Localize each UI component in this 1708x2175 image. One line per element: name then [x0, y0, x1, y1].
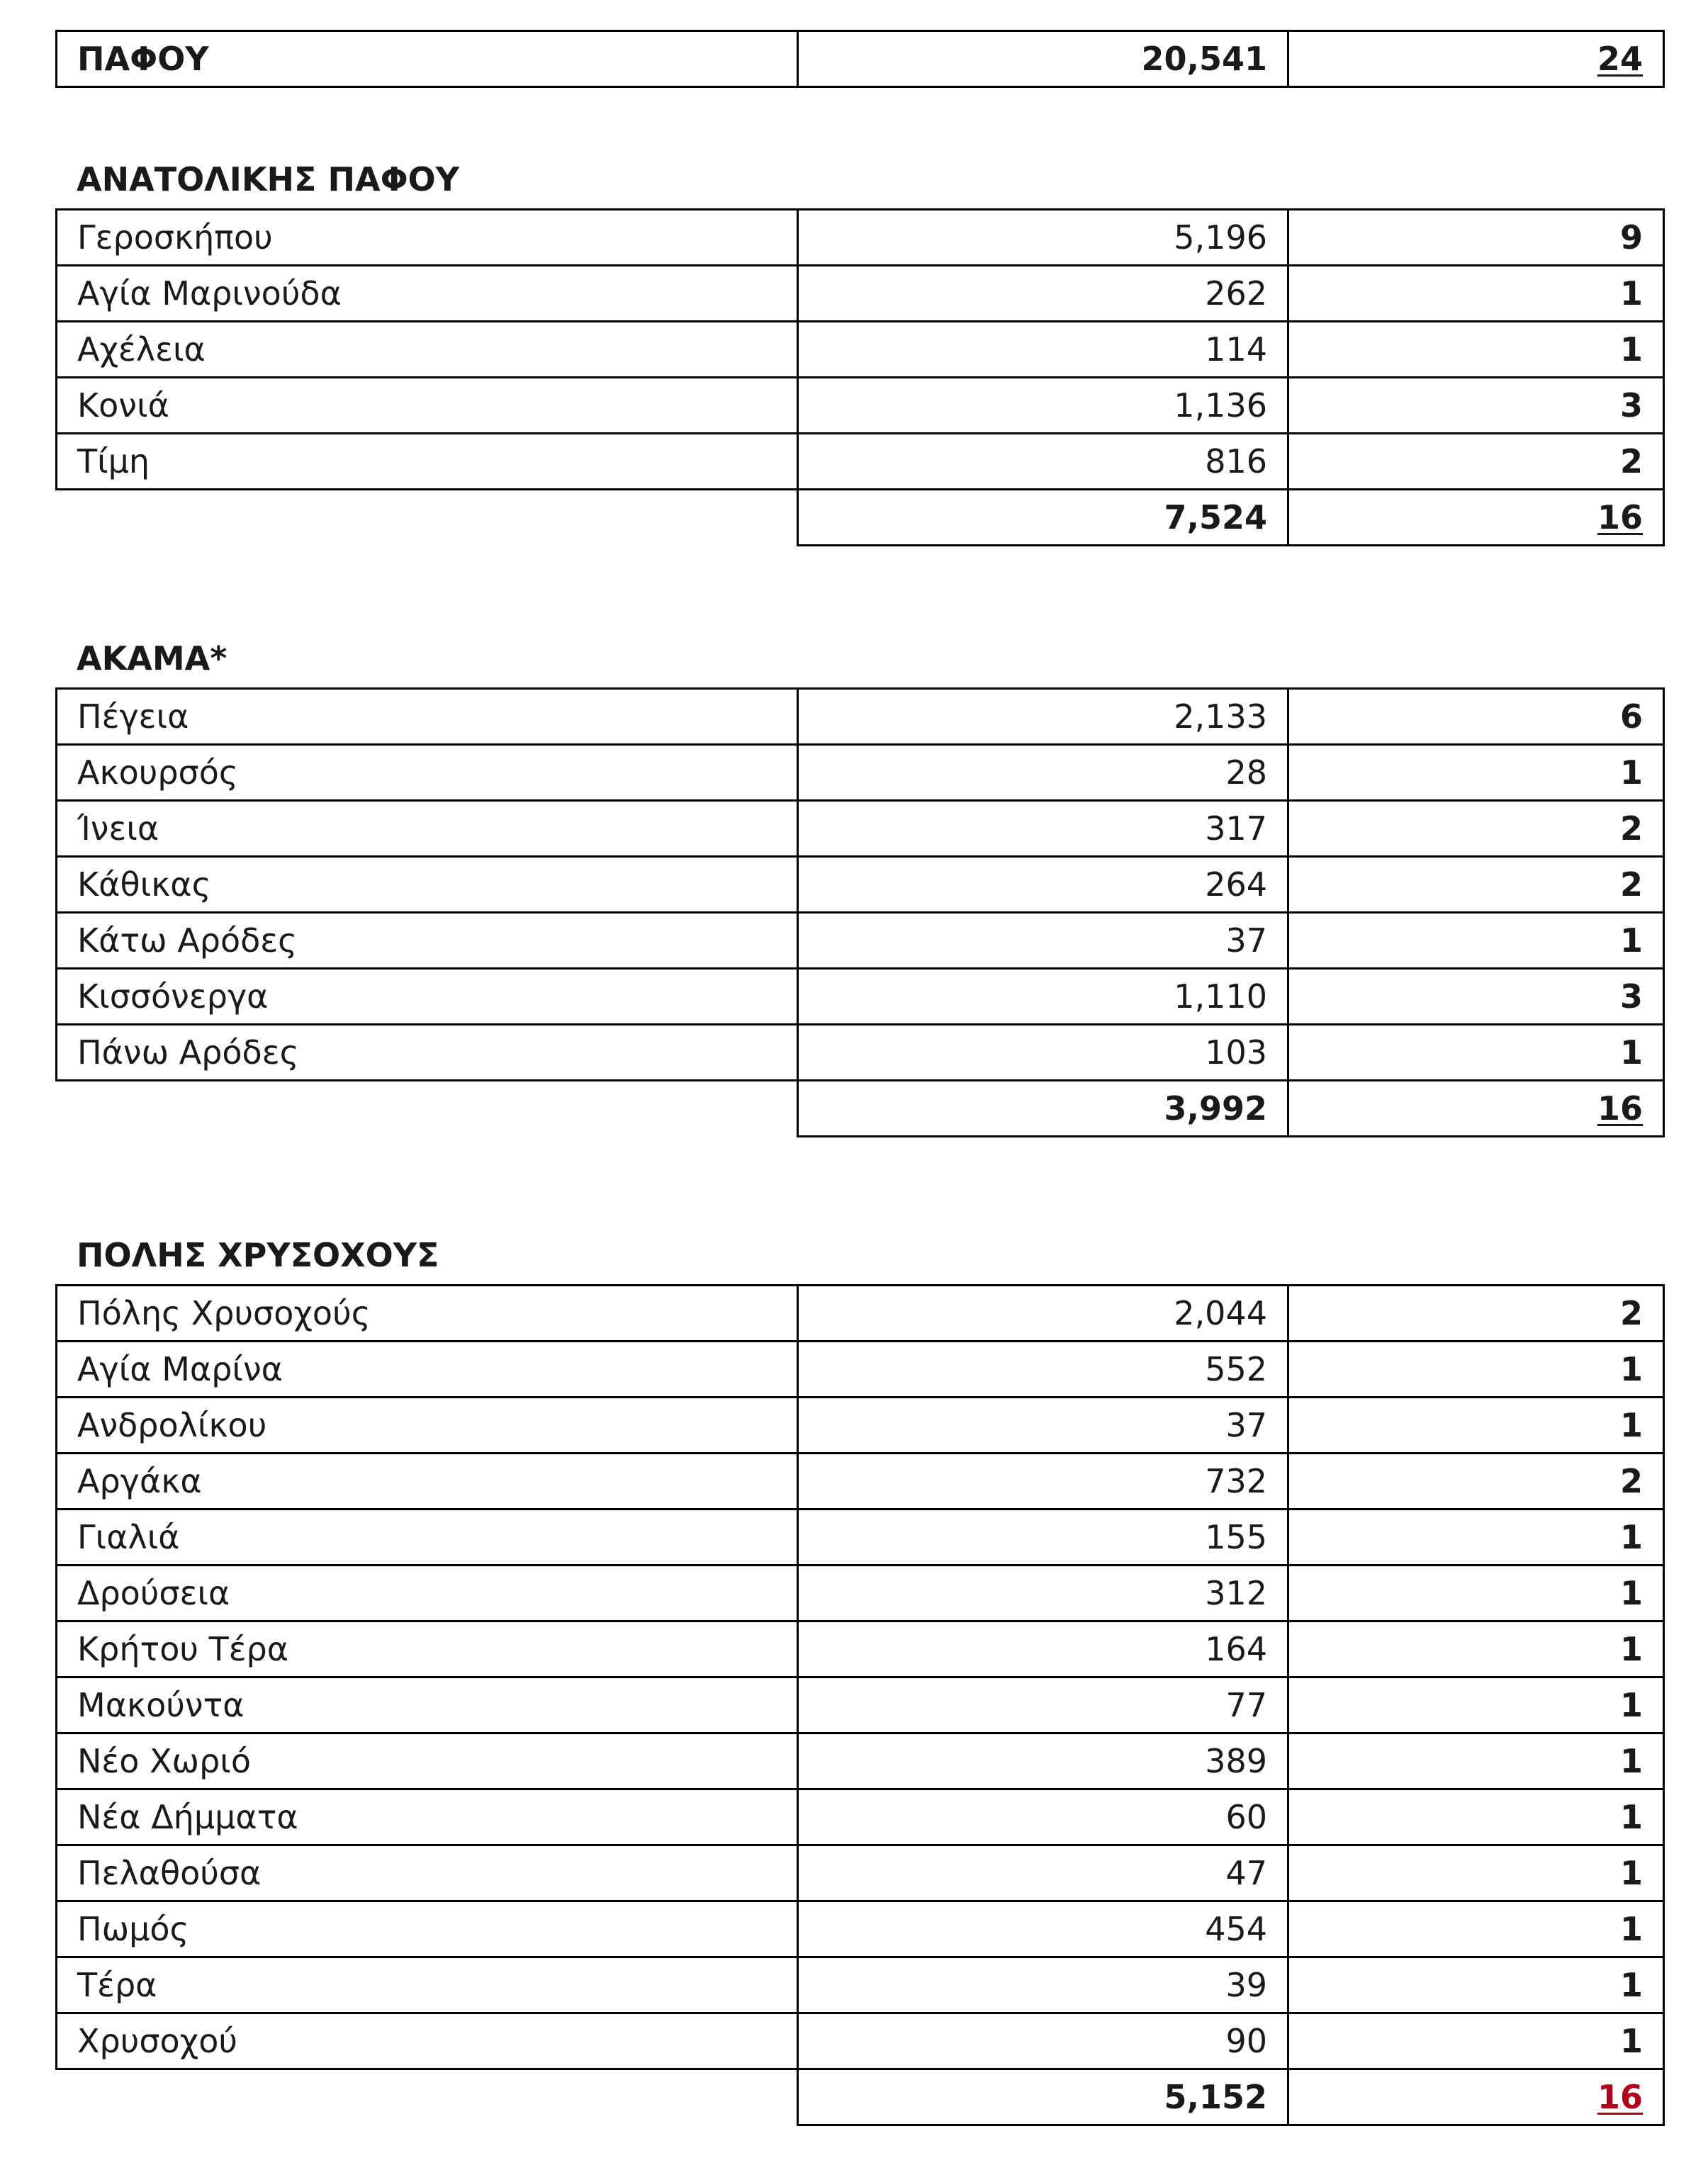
- population-cell: 317: [798, 801, 1288, 857]
- seats-cell: 1: [1288, 2013, 1664, 2069]
- table-row: [57, 689, 1664, 745]
- population-cell: 2,133: [798, 689, 1288, 745]
- seats-cell: 1: [1288, 1025, 1664, 1081]
- table-row: [57, 2013, 1664, 2069]
- municipality-name: Ανδρολίκου: [57, 1398, 798, 1454]
- population-cell: 816: [798, 434, 1288, 490]
- population-cell: 155: [798, 1510, 1288, 1566]
- seats-cell: 3: [1288, 969, 1664, 1025]
- table-row: [57, 1566, 1664, 1622]
- municipality-name: Δρούσεια: [57, 1566, 798, 1622]
- population-cell: 114: [798, 322, 1288, 378]
- total-row: [57, 490, 1664, 546]
- table-row: [57, 1398, 1664, 1454]
- table-row: [57, 1454, 1664, 1510]
- seats-cell: 1: [1288, 1510, 1664, 1566]
- seats-cell: 1: [1288, 266, 1664, 322]
- population-cell: 264: [798, 857, 1288, 913]
- total-seats: 16: [1597, 1089, 1643, 1128]
- population-cell: 732: [798, 1454, 1288, 1510]
- total-row: [57, 1081, 1664, 1137]
- total-seats-cell: [1288, 1081, 1664, 1137]
- population-cell: 37: [798, 1398, 1288, 1454]
- population-cell: 2,044: [798, 1286, 1288, 1342]
- seats-cell: 2: [1288, 434, 1664, 490]
- municipality-name: Πόλης Χρυσοχούς: [57, 1286, 798, 1342]
- municipality-name: Χρυσοχού: [57, 2013, 798, 2069]
- population-cell: 5,196: [798, 210, 1288, 266]
- population-cell: 60: [798, 1789, 1288, 1845]
- total-seats: 16: [1597, 498, 1643, 536]
- table-row: [57, 969, 1664, 1025]
- seats-cell: 1: [1288, 1622, 1664, 1677]
- population-cell: 552: [798, 1342, 1288, 1398]
- population-cell: 47: [798, 1845, 1288, 1901]
- municipality-name: Νέο Χωριό: [57, 1733, 798, 1789]
- table-row: [57, 801, 1664, 857]
- municipality-name: Κονιά: [57, 378, 798, 434]
- table-row: [57, 745, 1664, 801]
- population-cell: 77: [798, 1677, 1288, 1733]
- municipality-name: Νέα Δήμματα: [57, 1789, 798, 1845]
- population-cell: 389: [798, 1733, 1288, 1789]
- municipality-name: Μακούντα: [57, 1677, 798, 1733]
- municipality-name: Πωμός: [57, 1901, 798, 1957]
- population-cell: 262: [798, 266, 1288, 322]
- total-row: [57, 2069, 1664, 2125]
- seats-cell: 1: [1288, 1677, 1664, 1733]
- municipality-name: Αγία Μαρινούδα: [57, 266, 798, 322]
- total-population: 5,152: [798, 2069, 1288, 2125]
- seats-cell: 1: [1288, 1398, 1664, 1454]
- population-cell: 1,136: [798, 378, 1288, 434]
- table-row: [57, 434, 1664, 490]
- anatolikis-table: [55, 208, 1665, 546]
- population-cell: 164: [798, 1622, 1288, 1677]
- seats-cell: 1: [1288, 1733, 1664, 1789]
- population-cell: 454: [798, 1901, 1288, 1957]
- municipality-name: ΠΑΦΟΥ: [57, 31, 798, 87]
- pafos-table: [55, 30, 1665, 88]
- municipality-name: Γεροσκήπου: [57, 210, 798, 266]
- population-cell: 103: [798, 1025, 1288, 1081]
- municipality-name: Πάνω Αρόδες: [57, 1025, 798, 1081]
- blank-cell: [57, 2069, 798, 2125]
- table-row: [57, 1286, 1664, 1342]
- municipality-name: Γιαλιά: [57, 1510, 798, 1566]
- municipality-name: Πελαθούσα: [57, 1845, 798, 1901]
- anatolikis-section: [55, 150, 1663, 546]
- table-row: [57, 378, 1664, 434]
- municipality-name: Αργάκα: [57, 1454, 798, 1510]
- seats-cell: 1: [1288, 322, 1664, 378]
- municipality-name: Κάτω Αρόδες: [57, 913, 798, 969]
- section-title: ΑΚΑΜΑ*: [77, 639, 227, 678]
- table-body: [57, 210, 1664, 490]
- pafos-section: [55, 30, 1663, 88]
- table-row: [57, 31, 1664, 87]
- table-row: [57, 322, 1664, 378]
- table-row: [57, 1789, 1664, 1845]
- seats-cell: 6: [1288, 689, 1664, 745]
- seats-cell: 1: [1288, 1342, 1664, 1398]
- blank-cell: [57, 490, 798, 546]
- table-row: [57, 913, 1664, 969]
- seats-cell: 1: [1288, 745, 1664, 801]
- population-cell: 312: [798, 1566, 1288, 1622]
- table-row: [57, 1622, 1664, 1677]
- table-row: [57, 1342, 1664, 1398]
- seats-cell: 2: [1288, 801, 1664, 857]
- table-row: [57, 1733, 1664, 1789]
- municipality-name: Κάθικας: [57, 857, 798, 913]
- municipality-name: Τίμη: [57, 434, 798, 490]
- population-cell: 1,110: [798, 969, 1288, 1025]
- population-cell: 20,541: [798, 31, 1288, 87]
- table-row: [57, 1845, 1664, 1901]
- table-body: [57, 1286, 1664, 2069]
- total-seats-cell: [1288, 2069, 1664, 2125]
- total-population: 7,524: [798, 490, 1288, 546]
- population-cell: 39: [798, 1957, 1288, 2013]
- total-seats-cell: [1288, 490, 1664, 546]
- akama-table: [55, 687, 1665, 1137]
- table-row: [57, 1510, 1664, 1566]
- table-row: [57, 1677, 1664, 1733]
- seats-value: 24: [1597, 40, 1643, 78]
- polis-section: [55, 1226, 1663, 2126]
- total-seats: 16: [1597, 2078, 1643, 2116]
- total-population: 3,992: [798, 1081, 1288, 1137]
- section-title: ΑΝΑΤΟΛΙΚΗΣ ΠΑΦΟΥ: [77, 160, 460, 198]
- seats-cell: 9: [1288, 210, 1664, 266]
- municipality-name: Ακουρσός: [57, 745, 798, 801]
- population-cell: 28: [798, 745, 1288, 801]
- seats-cell: 2: [1288, 1454, 1664, 1510]
- seats-cell: 1: [1288, 1957, 1664, 2013]
- seats-cell: 1: [1288, 1901, 1664, 1957]
- table-row: [57, 210, 1664, 266]
- seats-cell: [1288, 31, 1664, 87]
- table-row: [57, 266, 1664, 322]
- seats-cell: 1: [1288, 1845, 1664, 1901]
- table-row: [57, 857, 1664, 913]
- section-title: ΠΟΛΗΣ ΧΡΥΣΟΧΟΥΣ: [77, 1236, 439, 1274]
- municipality-name: Πέγεια: [57, 689, 798, 745]
- seats-cell: 2: [1288, 1286, 1664, 1342]
- seats-cell: 1: [1288, 1789, 1664, 1845]
- table-body: [57, 689, 1664, 1081]
- population-cell: 37: [798, 913, 1288, 969]
- municipality-name: Κρήτου Τέρα: [57, 1622, 798, 1677]
- polis-table: [55, 1284, 1665, 2126]
- municipality-name: Αχέλεια: [57, 322, 798, 378]
- municipality-name: Ίνεια: [57, 801, 798, 857]
- seats-cell: 3: [1288, 378, 1664, 434]
- blank-cell: [57, 1081, 798, 1137]
- table-row: [57, 1901, 1664, 1957]
- population-cell: 90: [798, 2013, 1288, 2069]
- table-row: [57, 1957, 1664, 2013]
- municipality-name: Κισσόνεργα: [57, 969, 798, 1025]
- table-row: [57, 1025, 1664, 1081]
- seats-cell: 1: [1288, 1566, 1664, 1622]
- akama-section: [55, 629, 1663, 1137]
- municipality-name: Τέρα: [57, 1957, 798, 2013]
- seats-cell: 1: [1288, 913, 1664, 969]
- municipality-name: Αγία Μαρίνα: [57, 1342, 798, 1398]
- seats-cell: 2: [1288, 857, 1664, 913]
